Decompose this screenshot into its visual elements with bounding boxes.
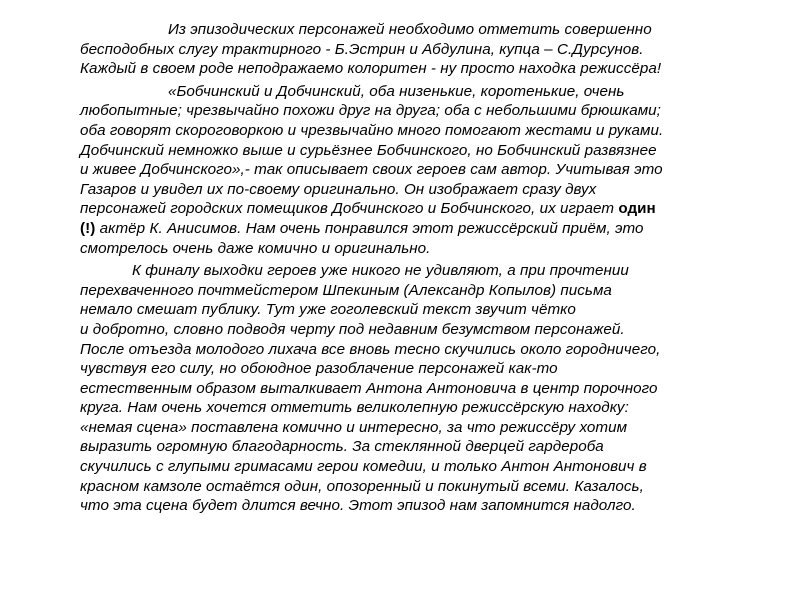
paragraph-2 xyxy=(80,82,770,258)
text-line: Газаров и увидел их по-своему оригинально. Он изображает сразу двух xyxy=(80,180,597,198)
text-line: Добчинский немножко выше и сурьёзнее Бобчинского, но Бобчинский развязнее xyxy=(80,141,657,159)
document-text xyxy=(80,20,770,516)
text-line: круга. Нам очень хочется отметить великолепную режиссёрскую находку: xyxy=(80,399,629,417)
text-line: что эта сцена будет длится вечно. Этот эпизод нам запомнится надолго. xyxy=(80,497,636,515)
bold-word: один xyxy=(618,200,656,218)
text-line: красном камзоле остаётся один, опозоренный и покинутый всеми. Казалось, xyxy=(80,477,644,495)
text-line: К финалу выходки героев уже никого не удивляют, а при прочтении xyxy=(132,262,629,280)
text-line: После отъезда молодого лихача все вновь тесно скучились около городничего, xyxy=(80,340,661,358)
text-line: оба говорят скороговоркою и чрезвычайно много помогают жестами и руками. xyxy=(80,121,664,139)
text-line: немало смешат публику. Тут уже гоголевский текст звучит чётко xyxy=(80,301,576,319)
text-line xyxy=(80,199,770,219)
text-line: чувствуя его силу, но обоюдное разоблачение персонажей как-то xyxy=(80,360,558,378)
text-line xyxy=(80,219,770,239)
text-fragment: персонажей городских помещиков Добчинского и Бобчинского, их играет xyxy=(80,200,615,218)
text-line: и живее Добчинского»,- так описывает своих героев сам автор. Учитывая это xyxy=(80,161,663,179)
bold-mark: (!) xyxy=(80,219,96,237)
text-line: и добротно, словно подводя черту под недавним безумством персонажей. xyxy=(80,320,625,338)
text-fragment: актёр К. Анисимов. Нам очень понравился этот режиссёрский приём, это xyxy=(95,219,644,237)
text-line: любопытные; чрезвычайно похожи друг на друга; оба с небольшими брюшками; xyxy=(80,102,661,120)
text-line: бесподобных слугу трактирного - Б.Эстрин и Абдулина, купца – С.Дурсунов. xyxy=(80,40,644,58)
text-line: естественным образом выталкивает Антона Антоновича в центр порочного xyxy=(80,379,658,397)
text-line: скучились с глупыми гримасами герои комедии, и только Антон Антонович в xyxy=(80,458,647,476)
text-line: Каждый в своем роде неподражаемо колоритен - ну просто находка режиссёра! xyxy=(80,60,662,78)
text-line: перехваченного почтмейстером Шпекиным (Александр Копылов) письма xyxy=(80,281,612,299)
text-line: смотрелось очень даже комично и оригинально. xyxy=(80,239,431,257)
paragraph-3 xyxy=(80,261,770,516)
text-line: «немая сцена» поставлена комично и интересно, за что режиссёру хотим xyxy=(80,418,628,436)
text-line: «Бобчинский и Добчинский, оба низенькие, коротенькие, очень xyxy=(168,82,625,100)
text-line: выразить огромную благодарность. За стеклянной дверцей гардероба xyxy=(80,438,604,456)
paragraph-1 xyxy=(80,20,770,79)
text-line: Из эпизодических персонажей необходимо отметить совершенно xyxy=(168,21,652,38)
